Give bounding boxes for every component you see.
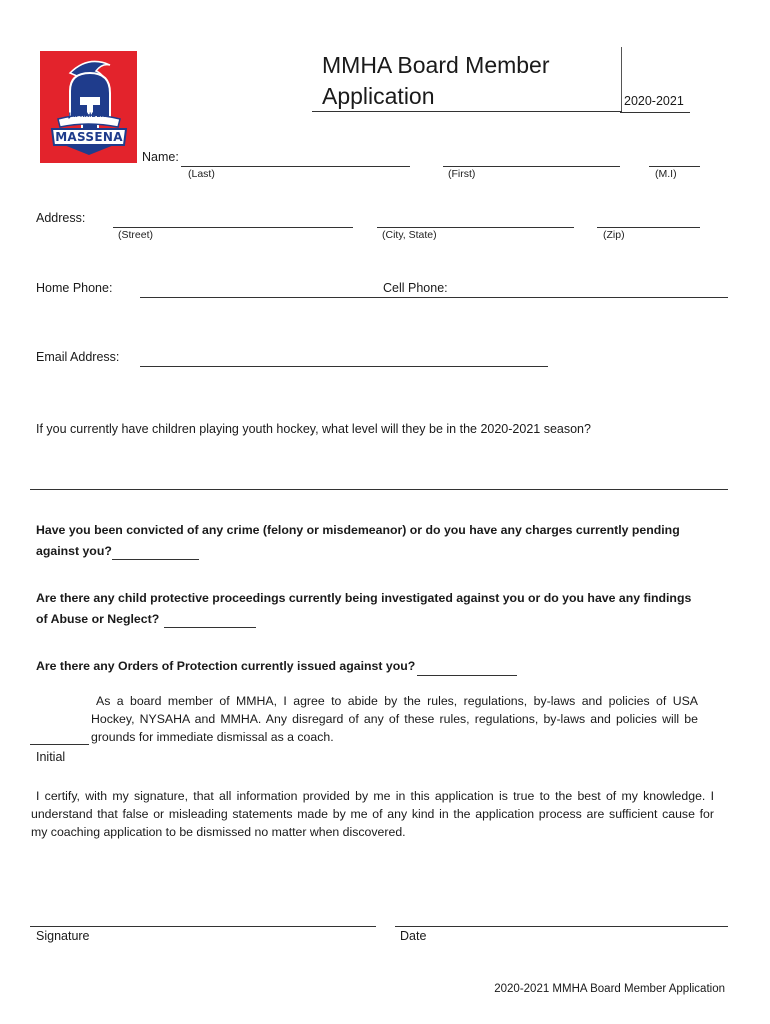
email-field[interactable] — [140, 366, 548, 367]
city-sublabel: (City, State) — [382, 229, 437, 241]
protection-answer-field[interactable] — [417, 675, 517, 676]
massena-logo — [40, 51, 137, 163]
raiders-helmet-icon — [40, 51, 137, 163]
youth-hockey-question: If you currently have children playing youth hockey, what level will they be in the 2020-2021 season? — [36, 422, 591, 436]
certification-line3: my coaching application to be dismissed no matter when discovered. — [31, 825, 406, 839]
last-name-field[interactable] — [181, 166, 410, 167]
home-phone-label: Home Phone: — [36, 281, 113, 295]
crime-answer-field[interactable] — [112, 559, 199, 560]
agreement-line2: Hockey, NYSAHA and MMHA. Any disregard of any of these rules, regulations, by-laws and policies will be — [91, 712, 698, 726]
certification-line1: I certify, with my signature, that all information provided by me in this application is true to the best of my knowledge. I — [36, 789, 714, 803]
signature-label: Signature — [36, 929, 90, 943]
zip-sublabel: (Zip) — [603, 229, 625, 241]
cps-question-line1: Are there any child protective proceedings currently being investigated against you or do you have any findings — [36, 591, 692, 605]
season-label: 2020-2021 — [624, 94, 684, 108]
first-sublabel: (First) — [448, 168, 476, 180]
crime-question-line2: against you? — [36, 544, 112, 558]
page-title-line2: Application — [322, 83, 435, 109]
street-field[interactable] — [113, 227, 353, 228]
agreement-line1: As a board member of MMHA, I agree to abide by the rules, regulations, by-laws and policies of USA — [96, 694, 698, 708]
cps-answer-field[interactable] — [164, 627, 256, 628]
first-name-field[interactable] — [443, 166, 620, 167]
logo-main-text: MASSENA — [55, 130, 123, 144]
protection-question: Are there any Orders of Protection currently issued against you? — [36, 659, 416, 673]
city-state-field[interactable] — [377, 227, 574, 228]
certification-line2: understand that false or misleading statements made by me of any kind in the application process are sufficient cause for — [31, 807, 714, 821]
crime-question-line1: Have you been convicted of any crime (felony or misdemeanor) or do you have any charges currently pending — [36, 523, 680, 537]
address-label: Address: — [36, 211, 86, 225]
cps-question-line2: of Abuse or Neglect? — [36, 612, 160, 626]
footer-text: 2020-2021 MMHA Board Member Application — [494, 983, 725, 995]
title-underline — [312, 111, 622, 112]
logo-top-text: JR. RAIDERS — [68, 112, 110, 119]
title-divider — [621, 47, 622, 111]
cell-phone-label: Cell Phone: — [383, 281, 448, 295]
page-title-line1: MMHA Board Member — [322, 52, 550, 78]
phone-field-line[interactable] — [140, 297, 728, 298]
street-sublabel: (Street) — [118, 229, 154, 241]
date-field[interactable] — [395, 926, 728, 927]
name-label: Name: — [142, 150, 179, 164]
middle-initial-field[interactable] — [649, 166, 700, 167]
date-label: Date — [400, 929, 427, 943]
season-underline — [620, 112, 690, 113]
last-sublabel: (Last) — [188, 168, 215, 180]
youth-hockey-answer-field[interactable] — [30, 489, 728, 490]
email-label: Email Address: — [36, 350, 120, 364]
initial-label: Initial — [36, 750, 66, 764]
signature-field[interactable] — [30, 926, 376, 927]
mi-sublabel: (M.I) — [655, 168, 677, 180]
zip-field[interactable] — [597, 227, 700, 228]
agreement-line3: grounds for immediate dismissal as a coach. — [91, 730, 334, 744]
initial-field[interactable] — [30, 744, 89, 745]
